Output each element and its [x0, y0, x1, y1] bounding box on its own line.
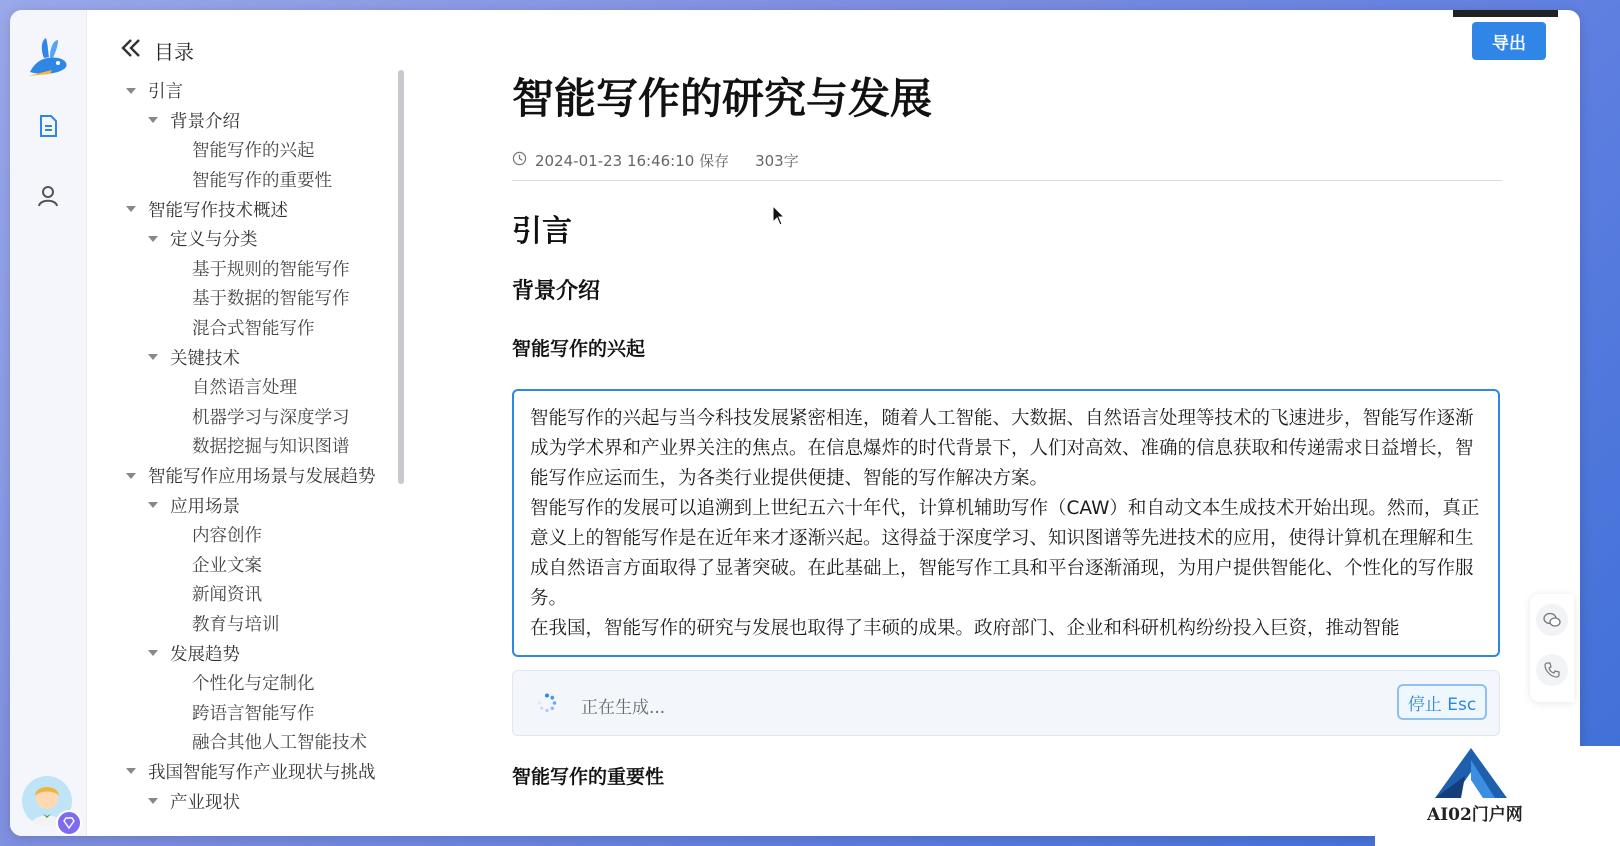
toc-item[interactable]	[126, 727, 416, 757]
mouse-cursor-icon	[772, 205, 786, 231]
toc-item-label: 个性化与定制化	[192, 674, 315, 695]
generating-text: 正在生成...	[581, 698, 666, 718]
toc-item-label: 自然语言处理	[192, 378, 297, 399]
loading-spinner-icon	[537, 693, 557, 713]
heading-intro[interactable]: 引言	[512, 214, 572, 249]
caret-down-icon[interactable]	[126, 206, 136, 212]
caret-down-icon[interactable]	[148, 236, 158, 242]
caret-down-icon[interactable]	[126, 473, 136, 479]
caret-down-icon[interactable]	[148, 117, 158, 123]
editor-paragraph: 在我国，智能写作的研究与发展也取得了丰硕的成果。政府部门、企业和科研机构纷纷投入巨资，推动智能	[530, 618, 1400, 639]
app-logo[interactable]	[22, 32, 74, 84]
caret-down-icon[interactable]	[126, 88, 136, 94]
toc-item-label: 产业现状	[170, 792, 240, 813]
wechat-icon[interactable]	[1536, 604, 1568, 636]
toc-item-label: 企业文案	[192, 555, 262, 576]
toc-item-label: 数据挖掘与知识图谱	[192, 437, 350, 458]
generation-status-bar	[512, 670, 1500, 736]
toc-item[interactable]	[126, 224, 416, 254]
toc-item-label: 新闻资讯	[192, 585, 262, 606]
toc-item[interactable]	[126, 254, 416, 284]
toc-item[interactable]	[126, 106, 416, 136]
toc-panel	[96, 10, 408, 836]
toc-item-label: 智能写作的重要性	[192, 171, 332, 192]
toc-item-label: 智能写作的兴起	[192, 141, 315, 162]
watermark-logo-icon	[1431, 746, 1511, 804]
toc-item[interactable]	[126, 283, 416, 313]
toc-item[interactable]	[126, 609, 416, 639]
toc-item-label: 智能写作应用场景与发展趋势	[148, 467, 376, 488]
user-nav-icon[interactable]	[32, 180, 64, 212]
title-divider	[512, 180, 1502, 181]
toc-item[interactable]	[126, 757, 416, 787]
document-area	[512, 10, 1502, 836]
toc-item-label: 智能写作技术概述	[148, 200, 288, 221]
floating-toolbar	[1530, 594, 1574, 702]
toc-item[interactable]	[126, 135, 416, 165]
export-button[interactable]: 导出	[1472, 22, 1546, 60]
editor-paragraph: 智能写作的兴起与当今科技发展紧密相连，随着人工智能、大数据、自然语言处理等技术的飞速进步，智能写作逐渐成为学术界和产业界关注的焦点。在信息爆炸的时代背景下，人们对高效、准确的信息获取和传递需求日益增长，智能写作应运而生，为各类行业提供便捷、智能的写作解决方案。	[530, 408, 1474, 489]
toc-item[interactable]	[126, 194, 416, 224]
toc-item-label: 发展趋势	[170, 644, 240, 665]
heading-background[interactable]: 背景介绍	[512, 279, 601, 304]
editor-paragraph: 智能写作的发展可以追溯到上世纪五六十年代，计算机辅助写作（CAW）和自动文本生成技术开始出现。然而，真正意义上的智能写作是在近年来才逐渐兴起。这得益于深度学习、知识图谱等先进技术的应用，使得计算机在理解和生成自然语言方面取得了显著突破。在此基础上，智能写作工具和平台逐渐涌现，为用户提供智能化、个性化的写作服务。	[530, 498, 1480, 609]
toc-item[interactable]	[126, 165, 416, 195]
toc-title: 目录	[154, 40, 194, 64]
toc-item-label: 关键技术	[170, 348, 240, 369]
caret-down-icon[interactable]	[148, 650, 158, 656]
collapse-toc-icon[interactable]	[120, 38, 142, 63]
toc-item-label: 定义与分类	[170, 230, 258, 251]
word-count: 303字	[755, 152, 799, 170]
heading-rise[interactable]: 智能写作的兴起	[512, 338, 646, 360]
toc-item[interactable]	[126, 550, 416, 580]
toc-item-label: 引言	[148, 82, 183, 103]
stop-generation-button[interactable]: 停止 Esc	[1397, 684, 1487, 720]
saved-timestamp: 2024-01-23 16:46:10 保存	[535, 152, 730, 170]
toc-item[interactable]	[126, 76, 416, 106]
toc-item[interactable]	[126, 313, 416, 343]
toc-list	[126, 76, 416, 816]
vip-badge-icon	[56, 810, 82, 836]
toc-item-label: 跨语言智能写作	[192, 703, 315, 724]
toc-item-label: 教育与培训	[192, 614, 280, 635]
watermark-text: AI02门户网	[1427, 805, 1523, 825]
generated-text-editor[interactable]	[512, 389, 1500, 657]
caret-down-icon[interactable]	[126, 768, 136, 774]
toc-item-label: 混合式智能写作	[192, 319, 315, 340]
toc-item-label: 融合其他人工智能技术	[192, 733, 367, 754]
toc-item[interactable]	[126, 579, 416, 609]
caret-down-icon[interactable]	[148, 798, 158, 804]
document-nav-icon[interactable]	[32, 110, 64, 142]
toc-item[interactable]	[126, 342, 416, 372]
watermark	[1375, 746, 1620, 846]
toc-item[interactable]	[126, 697, 416, 727]
toc-item[interactable]	[126, 402, 416, 432]
document-meta	[512, 150, 799, 171]
toc-header	[120, 36, 194, 65]
caret-down-icon[interactable]	[148, 354, 158, 360]
toc-item[interactable]	[126, 461, 416, 491]
toc-item[interactable]	[126, 668, 416, 698]
document-title[interactable]: 智能写作的研究与发展	[512, 74, 933, 123]
toc-item[interactable]	[126, 372, 416, 402]
toc-item[interactable]	[126, 786, 416, 816]
toc-item[interactable]	[126, 431, 416, 461]
heading-importance[interactable]: 智能写作的重要性	[512, 766, 665, 788]
caret-down-icon[interactable]	[148, 502, 158, 508]
app-window	[10, 10, 1580, 836]
toc-item[interactable]	[126, 490, 416, 520]
toc-item-label: 内容创作	[192, 526, 262, 547]
toc-item[interactable]	[126, 638, 416, 668]
toc-item-label: 基于规则的智能写作	[192, 259, 350, 280]
toc-item-label: 机器学习与深度学习	[192, 407, 350, 428]
left-rail	[10, 10, 87, 836]
toc-item[interactable]	[126, 520, 416, 550]
clock-icon	[512, 151, 527, 170]
window-top-strip	[1453, 10, 1558, 17]
phone-icon[interactable]	[1536, 654, 1568, 686]
toc-item-label: 基于数据的智能写作	[192, 289, 350, 310]
toc-item-label: 我国智能写作产业现状与挑战	[148, 762, 376, 783]
toc-item-label: 背景介绍	[170, 111, 240, 132]
toc-item-label: 应用场景	[170, 496, 240, 517]
toc-scrollbar[interactable]	[398, 70, 404, 484]
